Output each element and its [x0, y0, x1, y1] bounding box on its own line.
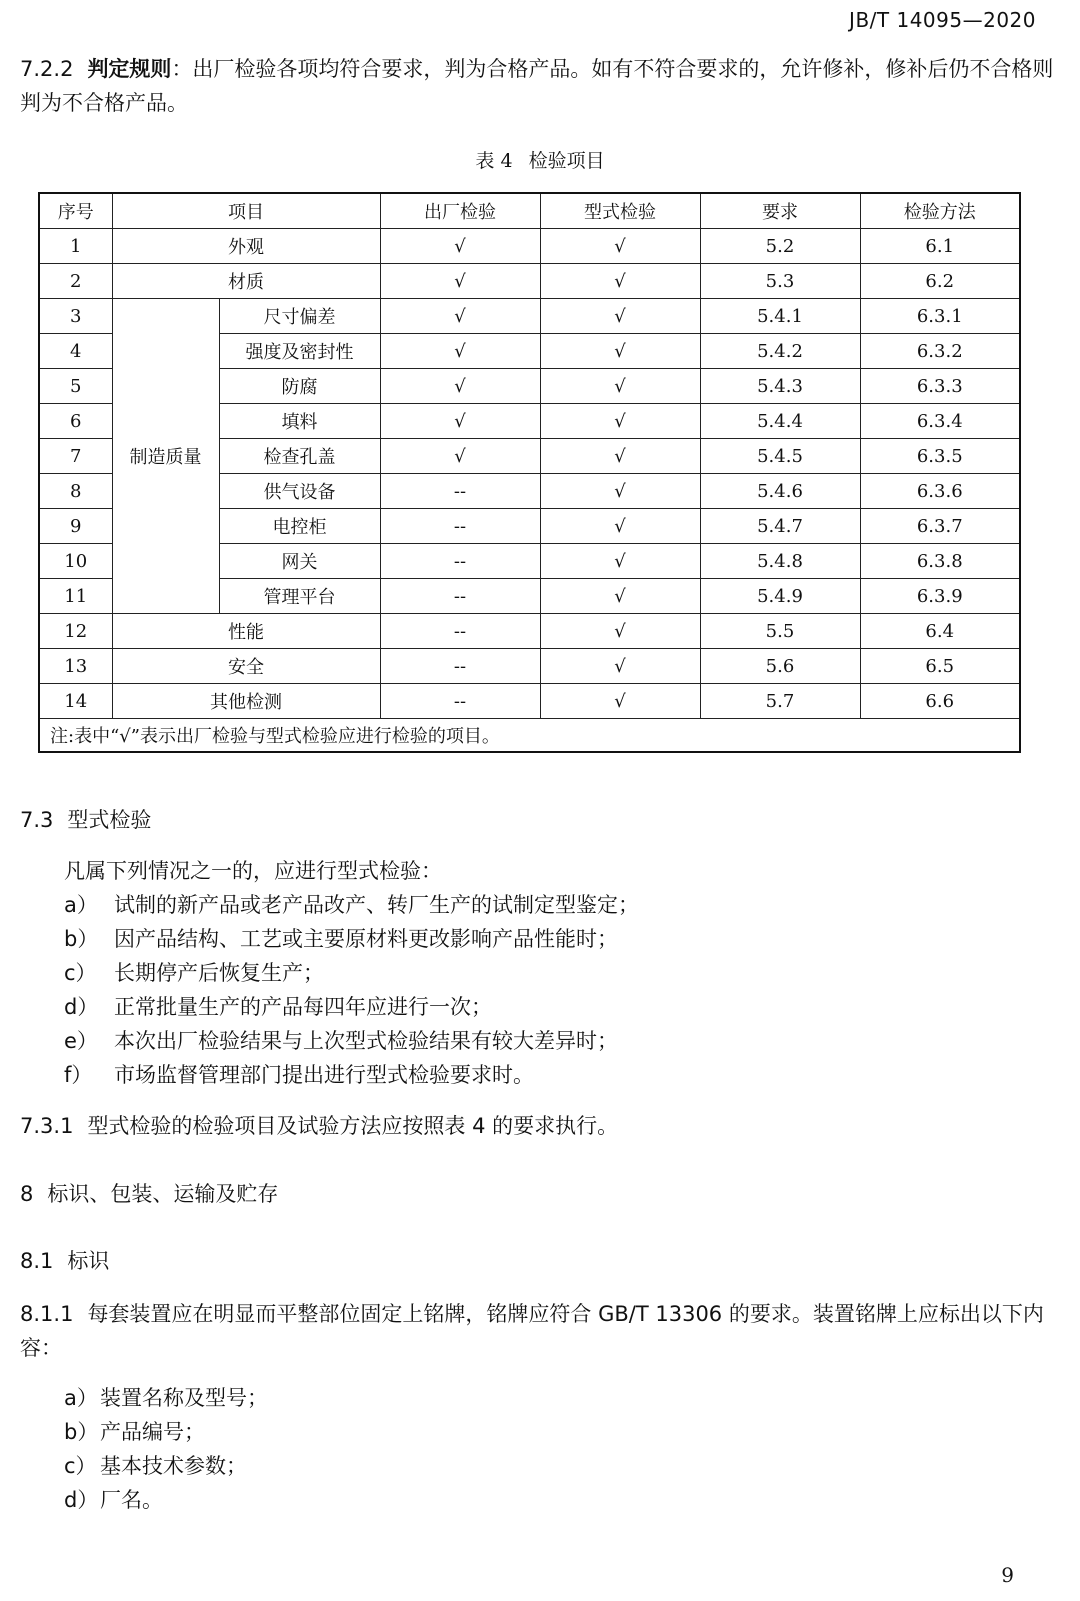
clause-7-3-1: [20, 1109, 1060, 1143]
cell-type: √: [540, 404, 700, 439]
table-note: 注:表中“√”表示出厂检验与型式检验应进行检验的项目。: [39, 719, 1020, 753]
cell-requirement: 5.4.4: [700, 404, 860, 439]
table-row: [39, 299, 1020, 334]
cell-factory: √: [380, 264, 540, 299]
list-text: 试制的新产品或老产品改产、转厂生产的试制定型鉴定；: [114, 893, 639, 917]
cell-requirement: 5.3: [700, 264, 860, 299]
cell-no: 7: [39, 439, 112, 474]
header-item: 项目: [112, 193, 380, 229]
cell-method: 6.3.5: [860, 439, 1020, 474]
list-marker: e）: [64, 1029, 98, 1053]
cell-type: √: [540, 579, 700, 614]
cell-type: √: [540, 299, 700, 334]
cell-item: 强度及密封性: [219, 334, 380, 369]
cell-requirement: 5.2: [700, 229, 860, 264]
cell-factory: --: [380, 509, 540, 544]
table-row: [39, 684, 1020, 719]
cell-method: 6.3.3: [860, 369, 1020, 404]
cell-factory: √: [380, 439, 540, 474]
clause-text: 每套装置应在明显而平整部位固定上铭牌，铭牌应符合 GB/T 13306 的要求。装置铭牌上应标出以下内容：: [20, 1302, 1044, 1360]
list-marker: d）: [64, 1488, 99, 1512]
cell-item: 性能: [112, 614, 380, 649]
cell-requirement: 5.6: [700, 649, 860, 684]
cell-factory: --: [380, 649, 540, 684]
table-note-row: [39, 719, 1020, 753]
list-item: [64, 1449, 1054, 1483]
clause-8-1-1: [20, 1297, 1060, 1365]
page-number: 9: [1001, 1563, 1014, 1587]
cell-no: 13: [39, 649, 112, 684]
cell-no: 11: [39, 579, 112, 614]
cell-requirement: 5.4.9: [700, 579, 860, 614]
cell-factory: √: [380, 299, 540, 334]
cell-item: 供气设备: [219, 474, 380, 509]
list-text: 产品编号；: [100, 1420, 205, 1444]
cell-method: 6.3.7: [860, 509, 1020, 544]
list-item: [64, 1058, 1054, 1092]
cell-no: 8: [39, 474, 112, 509]
table-row: [39, 229, 1020, 264]
list-text: 因产品结构、工艺或主要原材料更改影响产品性能时；: [114, 927, 618, 951]
type-inspection-list: [64, 854, 1054, 1092]
table-row: [39, 264, 1020, 299]
cell-type: √: [540, 649, 700, 684]
table-row: [39, 614, 1020, 649]
cell-requirement: 5.7: [700, 684, 860, 719]
cell-factory: √: [380, 229, 540, 264]
cell-item: 检查孔盖: [219, 439, 380, 474]
cell-requirement: 5.4.8: [700, 544, 860, 579]
list-item: [64, 1381, 1054, 1415]
list-item: [64, 1024, 1054, 1058]
cell-method: 6.5: [860, 649, 1020, 684]
list-marker: a）: [64, 1386, 98, 1410]
cell-requirement: 5.4.7: [700, 509, 860, 544]
clause-title: 判定规则: [87, 57, 172, 81]
cell-type: √: [540, 544, 700, 579]
list-marker: b）: [64, 1420, 99, 1444]
cell-requirement: 5.5: [700, 614, 860, 649]
cell-factory: --: [380, 579, 540, 614]
chapter-8-heading: [20, 1177, 1060, 1211]
clause-7-2-2: [20, 52, 1060, 120]
list-text: 正常批量生产的产品每四年应进行一次；: [114, 995, 492, 1019]
cell-item: 外观: [112, 229, 380, 264]
section-number: 8.1: [20, 1249, 54, 1273]
cell-item: 网关: [219, 544, 380, 579]
list-marker: c）: [64, 961, 97, 985]
table-caption: [0, 146, 1080, 173]
cell-no: 14: [39, 684, 112, 719]
list-item: [64, 1415, 1054, 1449]
list-text: 厂名。: [100, 1488, 163, 1512]
clause-number: 8.1.1: [20, 1302, 74, 1326]
cell-factory: --: [380, 614, 540, 649]
cell-method: 6.3.2: [860, 334, 1020, 369]
cell-no: 10: [39, 544, 112, 579]
cell-requirement: 5.4.1: [700, 299, 860, 334]
cell-item: 防腐: [219, 369, 380, 404]
clause-number: 7.3.1: [20, 1114, 74, 1138]
list-item: [64, 888, 1054, 922]
cell-method: 6.2: [860, 264, 1020, 299]
section-number: 7.3: [20, 808, 54, 832]
cell-requirement: 5.4.2: [700, 334, 860, 369]
nameplate-content-list: [64, 1381, 1054, 1517]
cell-requirement: 5.4.5: [700, 439, 860, 474]
header-test-method: 检验方法: [860, 193, 1020, 229]
list-marker: d）: [64, 995, 99, 1019]
clause-text: 型式检验的检验项目及试验方法应按照表 4 的要求执行。: [87, 1114, 619, 1138]
cell-type: √: [540, 509, 700, 544]
section-7-3-heading: [20, 803, 1060, 837]
cell-method: 6.6: [860, 684, 1020, 719]
cell-requirement: 5.4.3: [700, 369, 860, 404]
cell-type: √: [540, 474, 700, 509]
section-title: 型式检验: [67, 808, 152, 832]
cell-no: 2: [39, 264, 112, 299]
cell-no: 3: [39, 299, 112, 334]
header-no: 序号: [39, 193, 112, 229]
cell-factory: --: [380, 684, 540, 719]
cell-type: √: [540, 229, 700, 264]
cell-item: 材质: [112, 264, 380, 299]
table-caption-title: 检验项目: [528, 150, 605, 172]
cell-item: 尺寸偏差: [219, 299, 380, 334]
cell-type: √: [540, 614, 700, 649]
list-text: 装置名称及型号；: [100, 1386, 268, 1410]
clause-text: ：出厂检验各项均符合要求，判为合格产品。如有不符合要求的，允许修补，修补后仍不合格则判为不合格产品。: [20, 57, 1054, 115]
cell-factory: --: [380, 474, 540, 509]
list-text: 本次出厂检验结果与上次型式检验结果有较大差异时；: [114, 1029, 618, 1053]
cell-method: 6.3.8: [860, 544, 1020, 579]
cell-item: 其他检测: [112, 684, 380, 719]
list-text: 市场监督管理部门提出进行型式检验要求时。: [114, 1063, 534, 1087]
cell-item: 填料: [219, 404, 380, 439]
cell-requirement: 5.4.6: [700, 474, 860, 509]
chapter-title: 标识、包装、运输及贮存: [47, 1182, 279, 1206]
cell-no: 12: [39, 614, 112, 649]
header-requirement: 要求: [700, 193, 860, 229]
list-item: [64, 1483, 1054, 1517]
cell-type: √: [540, 684, 700, 719]
clause-number: 7.2.2: [20, 57, 74, 81]
list-item: [64, 956, 1054, 990]
section-8-1-heading: [20, 1244, 1060, 1278]
list-item: [64, 922, 1054, 956]
cell-method: 6.4: [860, 614, 1020, 649]
cell-type: √: [540, 369, 700, 404]
list-marker: b）: [64, 927, 99, 951]
header-type-inspection: 型式检验: [540, 193, 700, 229]
cell-method: 6.3.1: [860, 299, 1020, 334]
list-item: [64, 990, 1054, 1024]
cell-no: 5: [39, 369, 112, 404]
header-factory-inspection: 出厂检验: [380, 193, 540, 229]
cell-factory: √: [380, 404, 540, 439]
cell-no: 1: [39, 229, 112, 264]
cell-no: 9: [39, 509, 112, 544]
table-row: [39, 649, 1020, 684]
document-code: JB/T 14095—2020: [849, 8, 1036, 32]
table-caption-number: 表 4: [475, 150, 513, 172]
cell-no: 6: [39, 404, 112, 439]
table-header-row: [39, 193, 1020, 229]
chapter-number: 8: [20, 1182, 34, 1206]
cell-method: 6.3.6: [860, 474, 1020, 509]
cell-factory: --: [380, 544, 540, 579]
list-marker: a）: [64, 893, 98, 917]
cell-item: 安全: [112, 649, 380, 684]
list-marker: c）: [64, 1454, 97, 1478]
cell-factory: √: [380, 334, 540, 369]
list-text: 长期停产后恢复生产；: [114, 961, 324, 985]
cell-method: 6.3.4: [860, 404, 1020, 439]
section-title: 标识: [67, 1249, 110, 1273]
cell-item: 电控柜: [219, 509, 380, 544]
list-intro: 凡属下列情况之一的，应进行型式检验：: [64, 859, 442, 883]
list-marker: f）: [64, 1063, 93, 1087]
group-manufacturing-quality: 制造质量: [112, 299, 219, 614]
cell-no: 4: [39, 334, 112, 369]
cell-type: √: [540, 439, 700, 474]
inspection-items-table: [38, 192, 1021, 753]
list-text: 基本技术参数；: [100, 1454, 247, 1478]
cell-type: √: [540, 334, 700, 369]
cell-method: 6.1: [860, 229, 1020, 264]
cell-method: 6.3.9: [860, 579, 1020, 614]
cell-item: 管理平台: [219, 579, 380, 614]
cell-type: √: [540, 264, 700, 299]
cell-factory: √: [380, 369, 540, 404]
